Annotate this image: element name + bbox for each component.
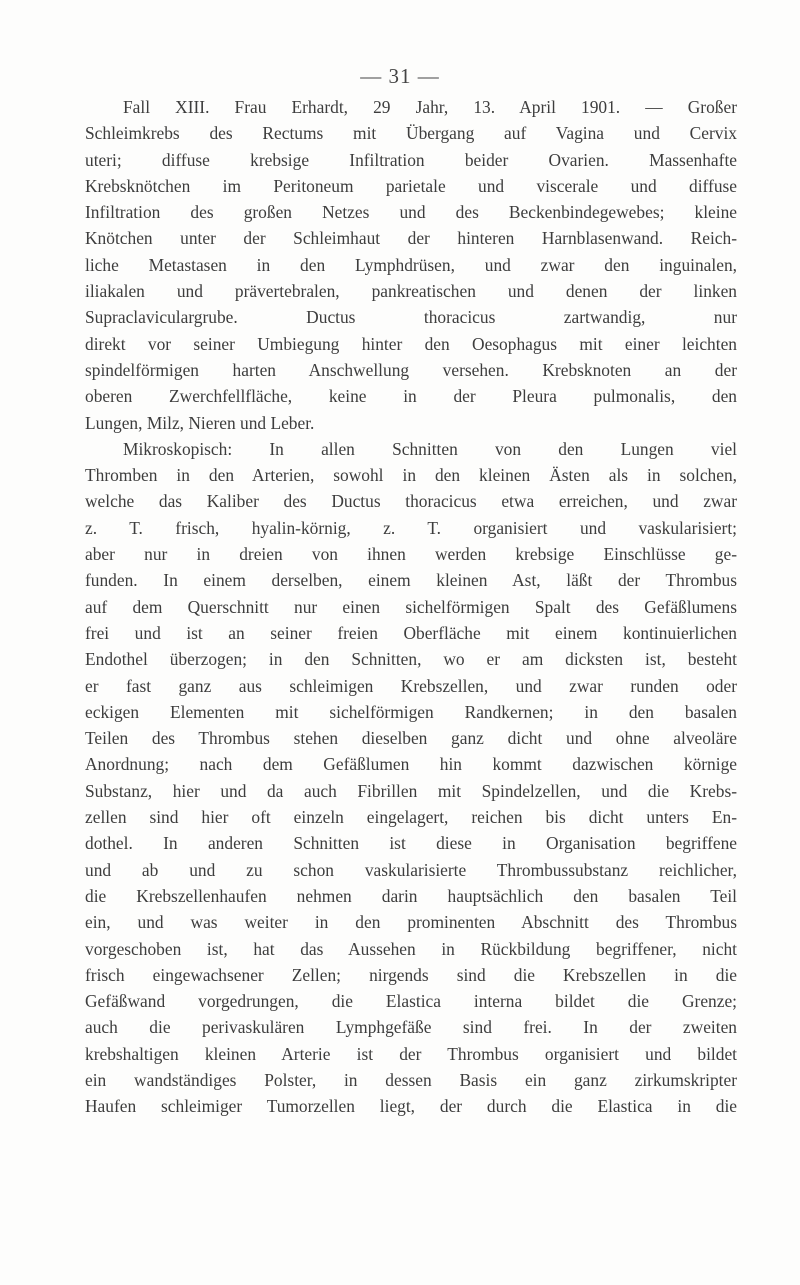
text-line: Lungen, Milz, Nieren und Leber. [85,412,315,433]
text-line: oberen Zwerchfellfläche, keine in der Pleura pulmonalis, den [85,386,737,407]
text-line: auch die perivaskulären Lymphgefäße sind frei. In der zweiten [85,1017,737,1038]
text-line: Substanz, hier und da auch Fibrillen mit Spindelzellen, und die Krebs- [85,780,737,801]
text-line: die Krebszellenhaufen nehmen darin hauptsächlich den basalen Teil [85,885,737,906]
text-line: Teilen des Thrombus stehen dieselben ganz dicht und ohne alveoläre [85,728,737,749]
text-line: liche Metastasen in den Lymphdrüsen, und zwar den inguinalen, [85,254,737,275]
text-line: Haufen schleimiger Tumorzellen liegt, der durch die Elastica in die [85,1096,737,1117]
text-line: frei und ist an seiner freien Oberfläche mit einem kontinuierlichen [85,622,737,643]
text-line: uteri; diffuse krebsige Infiltration beider Ovarien. Massenhafte [85,149,737,170]
text-line: dothel. In anderen Schnitten ist diese in Organisation begriffene [85,833,737,854]
text-line: Schleimkrebs des Rectums mit Übergang auf Vagina und Cervix [85,123,737,144]
text-line: Supraclaviculargrube. Ductus thoracicus zartwandig, nur [85,307,737,328]
body-text [85,94,737,1120]
text-line: frisch eingewachsener Zellen; nirgends sind die Krebszellen in die [85,964,737,985]
text-line: funden. In einem derselben, einem kleinen Ast, läßt der Thrombus [85,570,737,591]
text-line: eckigen Elementen mit sichelförmigen Randkernen; in den basalen [85,701,737,722]
text-line: direkt vor seiner Umbiegung hinter den Oesophagus mit einer leichten [85,333,737,354]
text-line: iliakalen und prävertebralen, pankreatischen und denen der linken [85,281,737,302]
text-line: krebshaltigen kleinen Arterie ist der Thrombus organisiert und bildet [85,1043,737,1064]
text-line: ein wandständiges Polster, in dessen Basis ein ganz zirkumskripter [85,1069,737,1090]
page-number: — 31 — [360,64,440,88]
text-line: Fall XIII. Frau Erhardt, 29 Jahr, 13. April 1901. — Großer [123,97,737,117]
text-line: vorgeschoben ist, hat das Aussehen in Rückbildung begriffener, nicht [85,938,737,959]
text-line: auf dem Querschnitt nur einen sichelförmigen Spalt des Gefäßlumens [85,596,737,617]
text-line: er fast ganz aus schleimigen Krebszellen, und zwar runden oder [85,675,737,696]
text-line: welche das Kaliber des Ductus thoracicus etwa erreichen, und zwar [85,491,737,512]
paragraph-case-xiii [85,94,737,436]
text-line: Knötchen unter der Schleimhaut der hinteren Harnblasenwand. Reich- [85,228,737,249]
paragraph-microscopic [85,436,737,1120]
text-line: aber nur in dreien von ihnen werden krebsige Einschlüsse ge- [85,544,737,565]
text-line: und ab und zu schon vaskularisierte Thrombussubstanz reichlicher, [85,859,737,880]
text-line: zellen sind hier oft einzeln eingelagert, reichen bis dicht unters En- [85,807,737,828]
text-line: Anordnung; nach dem Gefäßlumen hin kommt dazwischen körnige [85,754,737,775]
text-line: spindelförmigen harten Anschwellung versehen. Krebsknoten an der [85,359,737,380]
text-line: Mikroskopisch: In allen Schnitten von den Lungen viel [123,438,737,459]
text-line: Thromben in den Arterien, sowohl in den kleinen Ästen als in solchen, [85,465,737,486]
text-line: ein, und was weiter in den prominenten Abschnitt des Thrombus [85,912,737,933]
text-line: Endothel überzogen; in den Schnitten, wo er am dicksten ist, besteht [85,649,737,670]
text-line: Gefäßwand vorgedrungen, die Elastica interna bildet die Grenze; [85,991,737,1012]
text-line: Infiltration des großen Netzes und des Beckenbindegewebes; kleine [85,202,737,223]
text-line: Krebsknötchen im Peritoneum parietale und viscerale und diffuse [85,175,737,196]
text-line: z. T. frisch, hyalin-körnig, z. T. organisiert und vaskularisiert; [85,517,737,538]
